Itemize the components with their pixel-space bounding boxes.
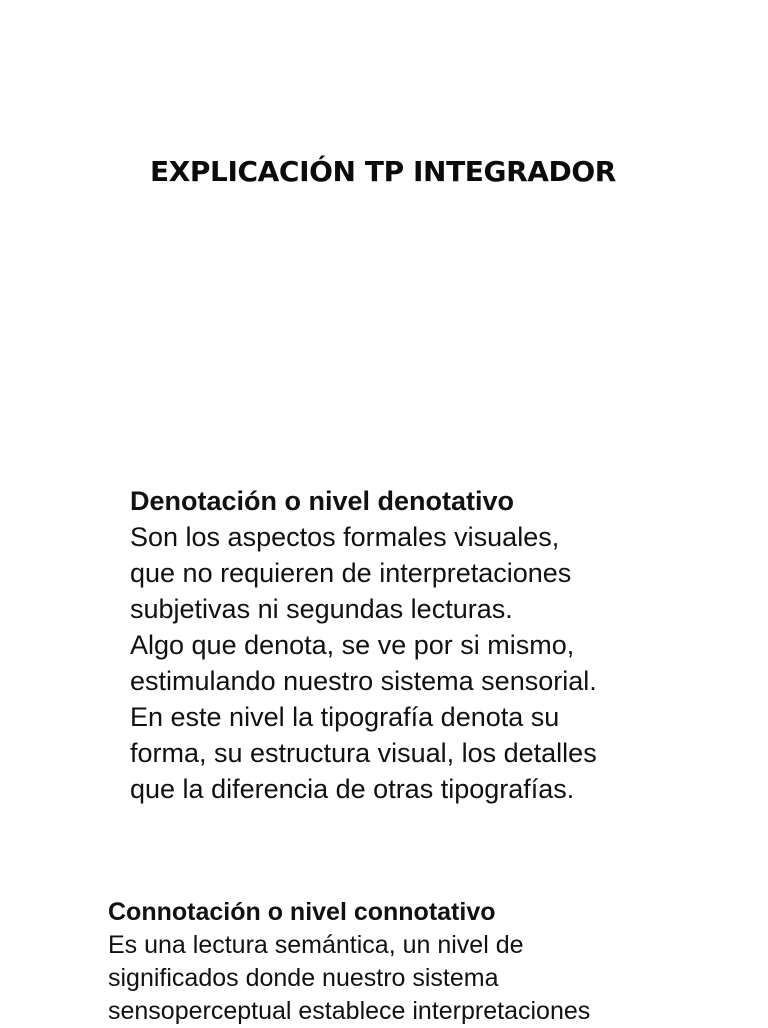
page-title: EXPLICACIÓN TP INTEGRADOR [150,155,616,188]
denotation-line: En este nivel la tipografía denota su [130,702,560,732]
denotation-heading: Denotación o nivel denotativo [130,486,515,516]
connotation-line: Es una lectura semántica, un nivel de [108,931,524,959]
connotation-heading: Connotación o nivel connotativo [108,898,496,926]
connotation-line: significados donde nuestro sistema [108,964,499,992]
denotation-line: Son los aspectos formales visuales, [130,522,560,552]
denotation-line: que la diferencia de otras tipografías. [130,774,575,804]
denotation-line: forma, su estructura visual, los detalles [130,738,597,768]
connotation-line: sensoperceptual establece interpretaciones [108,997,591,1025]
denotation-line: subjetivas ni segundas lecturas. [130,594,513,624]
connotation-section [108,896,590,1028]
denotation-section [130,483,597,807]
denotation-line: Algo que denota, se ve por si mismo, [130,630,575,660]
denotation-line: que no requieren de interpretaciones [130,558,572,588]
denotation-line: estimulando nuestro sistema sensorial. [130,666,597,696]
